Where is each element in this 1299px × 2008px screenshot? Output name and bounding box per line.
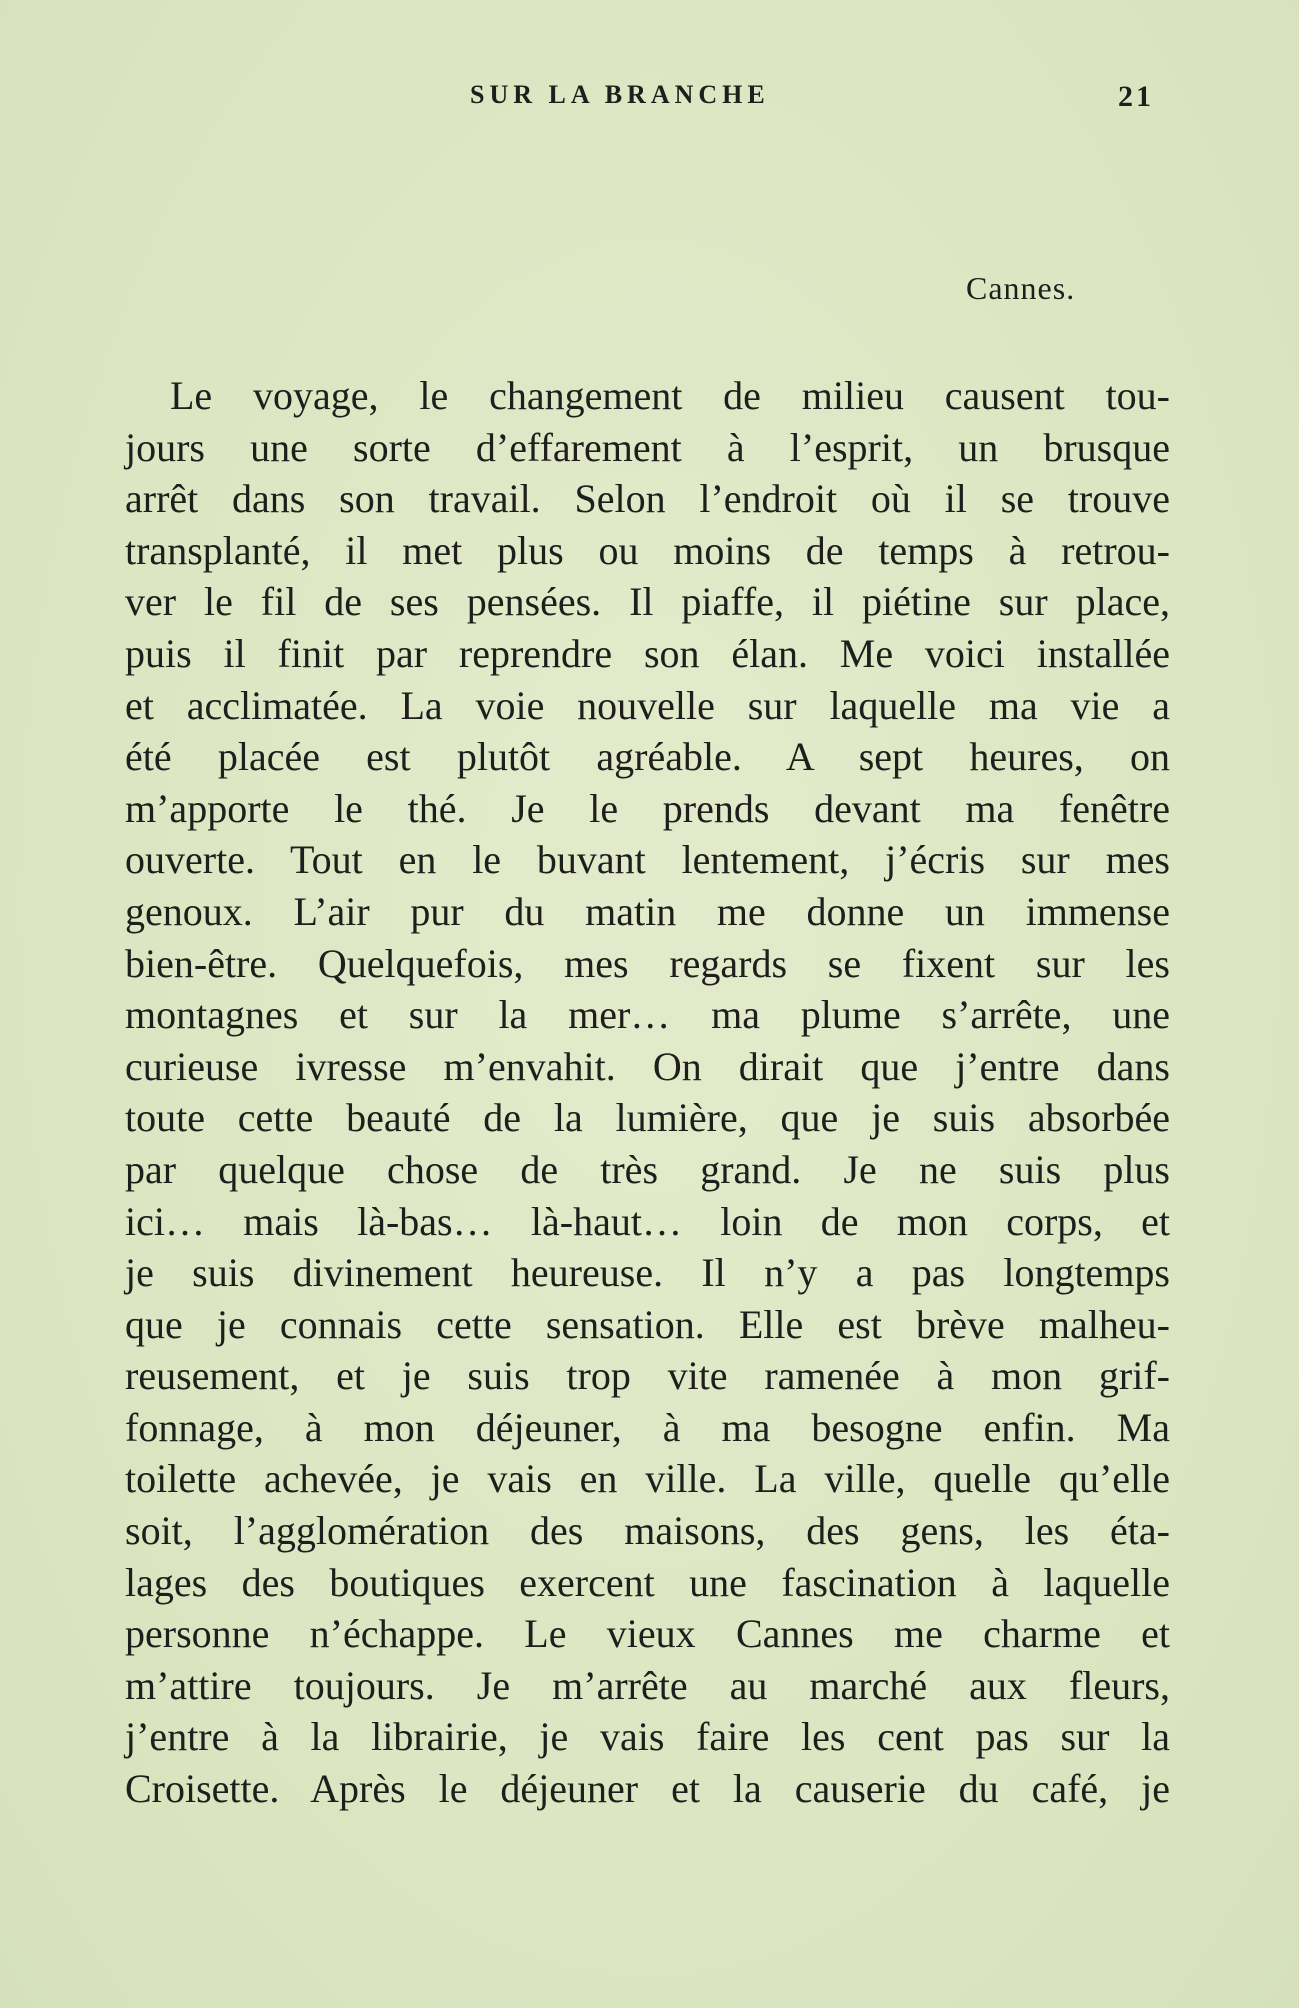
text-line: m’apporte le thé. Je le prends devant ma fenêtre bbox=[125, 785, 1170, 831]
running-head: SUR LA BRANCHE bbox=[470, 80, 770, 109]
text-line: par quelque chose de très grand. Je ne suis plus bbox=[125, 1146, 1170, 1192]
text-line: et acclimatée. La voie nouvelle sur laquelle ma vie a bbox=[125, 682, 1170, 728]
text-line: toilette achevée, je vais en ville. La ville, quelle qu’elle bbox=[125, 1456, 1170, 1502]
text-line: puis il finit par reprendre son élan. Me voici installée bbox=[125, 630, 1170, 676]
text-line: je suis divinement heureuse. Il n’y a pas longtemps bbox=[125, 1250, 1170, 1296]
text-line: bien-être. Quelquefois, mes regards se fixent sur les bbox=[125, 940, 1170, 986]
text-line: lages des boutiques exercent une fascination à laquelle bbox=[125, 1559, 1170, 1605]
text-line: ouverte. Tout en le buvant lentement, j’écris sur mes bbox=[125, 837, 1170, 883]
text-line: fonnage, à mon déjeuner, à ma besogne enfin. Ma bbox=[125, 1404, 1170, 1450]
place-heading: Cannes. bbox=[966, 270, 1076, 306]
text-line: genoux. L’air pur du matin me donne un immense bbox=[125, 888, 1170, 934]
text-line: que je connais cette sensation. Elle est brève malheu- bbox=[125, 1301, 1170, 1347]
text-line: Le voyage, le changement de milieu causent tou- bbox=[170, 373, 1170, 418]
text-line: arrêt dans son travail. Selon l’endroit où il se trouve bbox=[125, 476, 1170, 522]
text-line: toute cette beauté de la lumière, que je suis absorbée bbox=[125, 1095, 1170, 1141]
text-line: personne n’échappe. Le vieux Cannes me charme et bbox=[125, 1611, 1170, 1657]
text-line: soit, l’agglomération des maisons, des gens, les éta- bbox=[125, 1508, 1170, 1554]
text-line: jours une sorte d’effarement à l’esprit, un brusque bbox=[125, 424, 1170, 470]
text-line: montagnes et sur la mer… ma plume s’arrête, une bbox=[125, 992, 1170, 1038]
text-line: été placée est plutôt agréable. A sept heures, on bbox=[125, 734, 1170, 780]
text-line: m’attire toujours. Je m’arrête au marché aux fleurs, bbox=[125, 1662, 1170, 1708]
text-line: ici… mais là-bas… là-haut… loin de mon corps, et bbox=[125, 1198, 1170, 1244]
text-line: curieuse ivresse m’envahit. On dirait que j’entre dans bbox=[125, 1043, 1170, 1089]
page-number: 21 bbox=[1118, 80, 1154, 113]
body-text bbox=[125, 370, 1170, 1815]
text-line: Croisette. Après le déjeuner et la causerie du café, je bbox=[125, 1766, 1170, 1812]
text-line: reusement, et je suis trop vite ramenée à mon grif- bbox=[125, 1353, 1170, 1399]
text-line: j’entre à la librairie, je vais faire les cent pas sur la bbox=[125, 1714, 1170, 1760]
text-line: ver le fil de ses pensées. Il piaffe, il piétine sur place, bbox=[125, 579, 1170, 625]
text-line: transplanté, il met plus ou moins de temps à retrou- bbox=[125, 527, 1170, 573]
